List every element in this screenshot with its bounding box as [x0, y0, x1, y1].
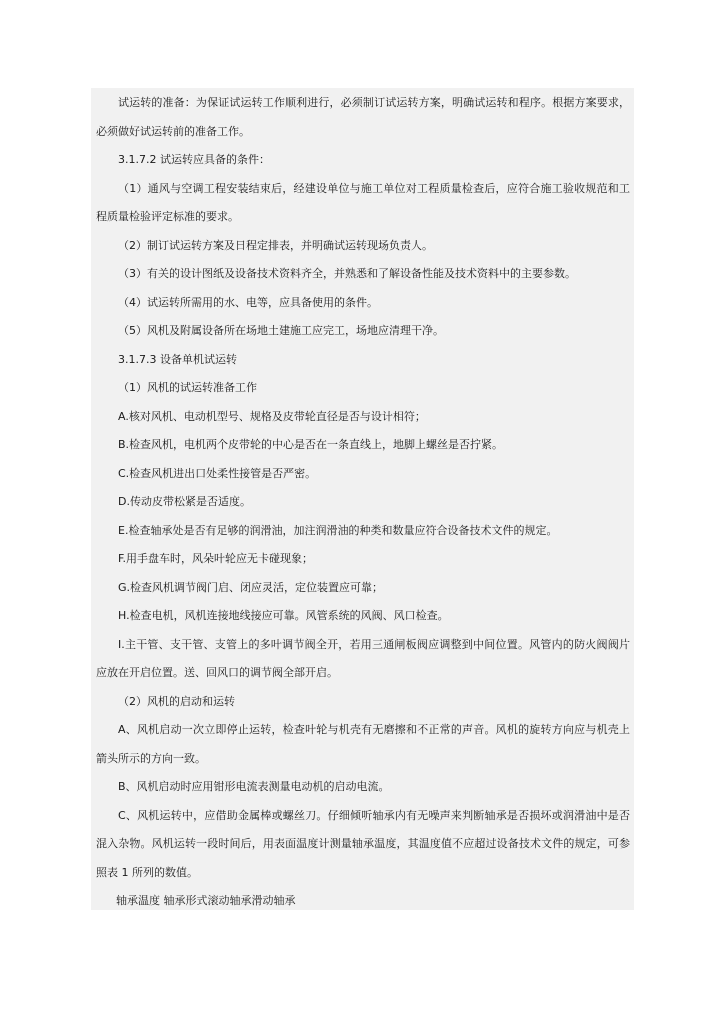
- item-b: B.检查风机，电机两个皮带轮的中心是否在一条直线上，地脚上螺丝是否拧紧。: [118, 438, 504, 451]
- table-header-line: 轴承温度 轴承形式滚动轴承滑动轴承: [116, 894, 296, 907]
- item-a: A.核对风机、电动机型号、规格及皮带轮直径是否与设计相符；: [118, 409, 426, 423]
- document-body: [96, 89, 630, 916]
- paragraph-condition-3: （3）有关的设计图纸及设备技术资料齐全，并熟悉和了解设备性能及技术资料中的主要参数。: [118, 267, 576, 280]
- subheading-fan-startup: （2）风机的启动和运转: [118, 694, 235, 708]
- item-g: G.检查风机调节阀门启、闭应灵活，定位装置应可靠；: [118, 580, 384, 594]
- paragraph-condition-5: （5）风机及附属设备所在场地土建施工应完工，场地应清理干净。: [118, 324, 444, 337]
- startup-item-c: C、风机运转中，应借助金属棒或螺丝刀。仔细倾听轴承内有无噪声来判断轴承是否损坏或润滑油中是否混入杂物。风机运转一段时间后，用表面温度计测量轴承温度，其温度值不应超过设备技术文件的规定，可参照表 1 所列的数值。: [96, 808, 630, 879]
- paragraph-preparation: 试运转的准备：为保证试运转工作顺利进行，必须制订试运转方案，明确试运转和程序。根据方案要求，必须做好试运转前的准备工作。: [96, 96, 630, 138]
- item-c: C.检查风机进出口处柔性接管是否严密。: [118, 466, 317, 480]
- subheading-fan-preparation: （1）风机的试运转准备工作: [118, 381, 257, 394]
- paragraph-condition-4: （4）试运转所需用的水、电等，应具备使用的条件。: [118, 295, 378, 309]
- heading-3-1-7-2: 3.1.7.2 试运转应具备的条件：: [118, 153, 270, 166]
- item-f: F.用手盘车时，风朵叶轮应无卡碰现象；: [118, 552, 314, 565]
- item-h: H.检查电机，风机连接地线接应可靠。风管系统的风阀、风口检查。: [118, 609, 449, 622]
- item-e: E.检查轴承处是否有足够的润滑油，加注润滑油的种类和数量应符合设备技术文件的规定。: [118, 523, 558, 537]
- startup-item-b: B、风机启动时应用钳形电流表测量电动机的启动电流。: [118, 780, 390, 793]
- item-d: D.传动皮带松紧是否适度。: [118, 495, 251, 508]
- heading-3-1-7-3: 3.1.7.3 设备单机试运转: [118, 352, 237, 366]
- item-i: I.主干管、支干管、支管上的多叶调节阀全开，若用三通闸板阀应调整到中间位置。风管内的防火阀阀片应放在开启位置。送、回风口的调节阀全部开启。: [96, 637, 630, 679]
- paragraph-condition-2: （2）制订试运转方案及日程定排表，并明确试运转现场负责人。: [118, 238, 433, 252]
- startup-item-a: A、风机启动一次立即停止运转，检查叶轮与机壳有无磨擦和不正常的声音。风机的旋转方向应与机壳上箭头所示的方向一致。: [96, 723, 630, 765]
- paragraph-condition-1: （1）通风与空调工程安装结束后，经建设单位与施工单位对工程质量检查后，应符合施工验收规范和工程质量检验评定标准的要求。: [96, 181, 630, 223]
